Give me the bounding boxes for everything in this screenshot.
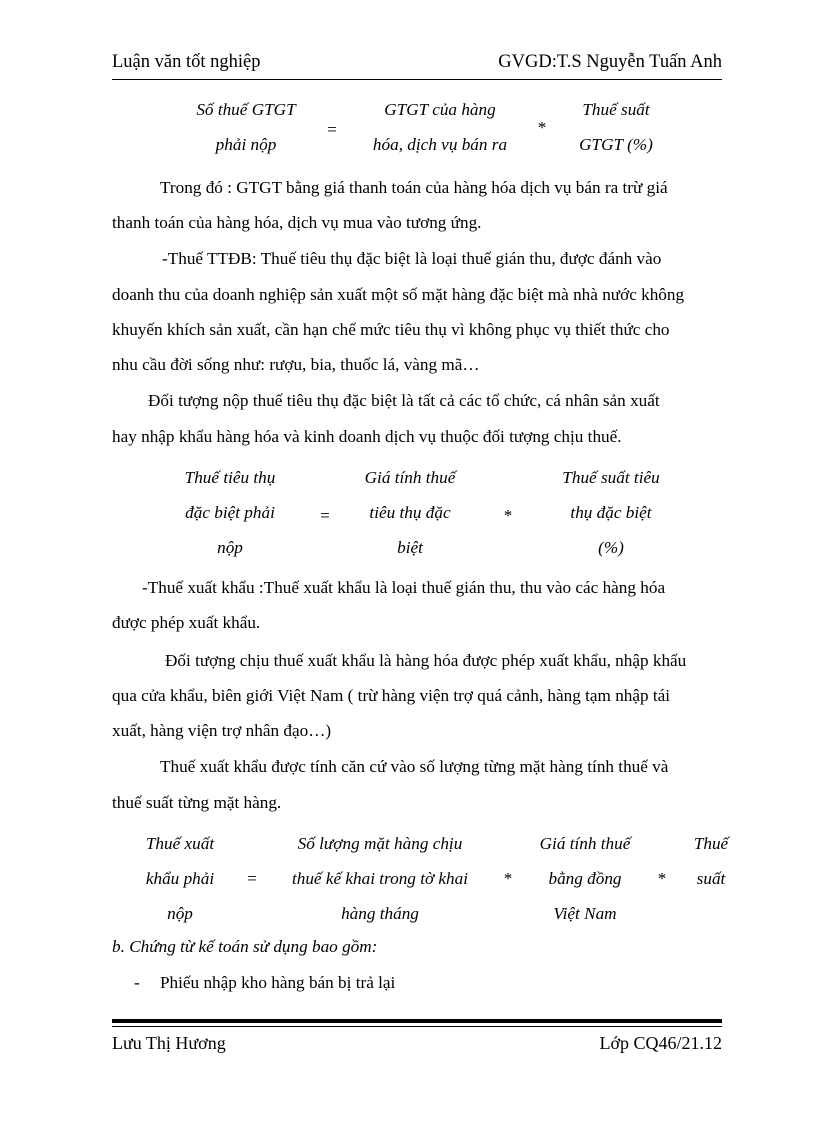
- formula-vat-term1: Số thuế GTGT phải nộp: [196, 100, 296, 154]
- header-left: Luận văn tốt nghiệp: [112, 52, 261, 72]
- formula-special-tax-term1: Thuế tiêu thụ đặc biệt phải nộp: [184, 468, 276, 557]
- formula-export-tax-equals: =: [247, 869, 257, 888]
- list-item-text: Phiếu nhập kho hàng bán bị trả lại: [160, 973, 396, 992]
- formula-export-tax-term3: Giá tính thuế bằng đồng Việt Nam: [539, 834, 631, 923]
- formula-export-tax-term1: Thuế xuất khẩu phải nộp: [145, 834, 215, 923]
- formula-vat-term2: GTGT của hàng hóa, dịch vụ bán ra: [372, 100, 508, 154]
- footer-rule-thin: [112, 1026, 722, 1027]
- formula-vat-multiply: *: [537, 118, 547, 137]
- formula-export-tax-term4: Thuế suất: [693, 834, 729, 888]
- header-rule: [112, 79, 722, 80]
- formula-export-tax-multiply-1: *: [503, 869, 513, 888]
- formula-export-tax-multiply-2: *: [657, 869, 667, 888]
- formula-vat-term3: Thuế suất GTGT (%): [579, 100, 653, 154]
- footer-left: Lưu Thị Hương: [112, 1033, 226, 1053]
- formula-special-tax-term3: Thuế suất tiêu thụ đặc biệt (%): [562, 468, 660, 557]
- formula-vat-equals: =: [327, 120, 337, 139]
- section-b-heading: b. Chứng từ kế toán sử dụng bao gồm:: [112, 937, 378, 956]
- formula-special-tax-term2: Giá tính thuế tiêu thụ đặc biệt: [364, 468, 456, 557]
- footer-rule-thick: [112, 1019, 722, 1023]
- footer-right: Lớp CQ46/21.12: [599, 1033, 722, 1053]
- formula-export-tax-term2: Số lượng mặt hàng chịu thuế kế khai trong tờ khai hàng tháng: [291, 834, 469, 923]
- list-item-dash: -: [134, 973, 140, 992]
- formula-special-tax-multiply: *: [503, 506, 513, 525]
- header-right: GVGD:T.S Nguyễn Tuấn Anh: [498, 52, 722, 72]
- formula-special-tax-equals: =: [320, 506, 330, 525]
